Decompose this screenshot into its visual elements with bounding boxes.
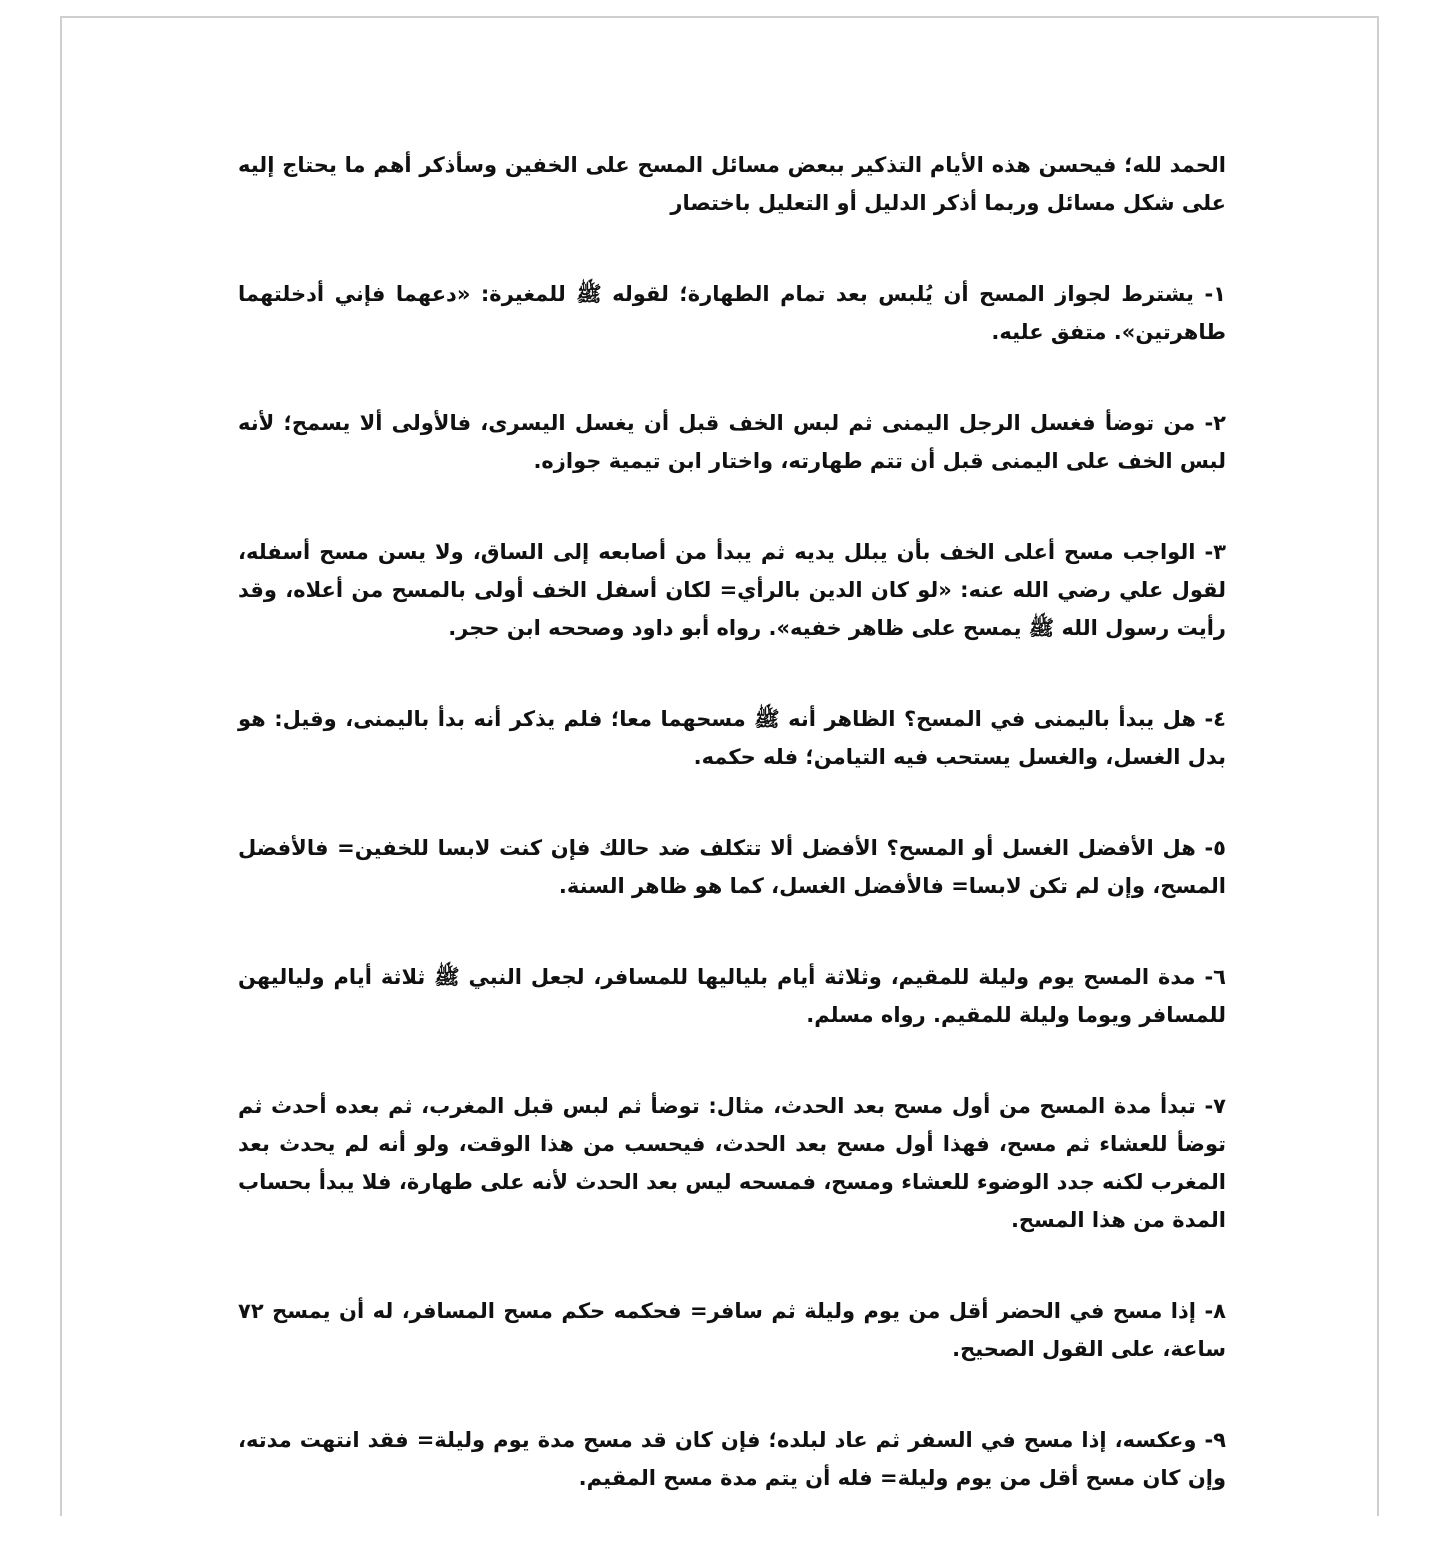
paragraph-4: ٤- هل يبدأ باليمنى في المسح؟ الظاهر أنه ﷺ مسحهما معا؛ فلم يذكر أنه بدأ باليمنى، وقيل: هو بدل الغسل، والغسل يستحب فيه التيامن؛ فله حكمه.: [238, 707, 1226, 769]
document-body: [238, 146, 1226, 1550]
paragraph-6: ٦- مدة المسح يوم وليلة للمقيم، وثلاثة أيام بلياليها للمسافر، لجعل النبي ﷺ ثلاثة أيام ولياليهن للمسافر ويوما وليلة للمقيم. رواه مسلم.: [238, 965, 1226, 1027]
paragraph-5: ٥- هل الأفضل الغسل أو المسح؟ الأفضل ألا تتكلف ضد حالك فإن كنت لابسا للخفين= فالأفضل المسح، وإن لم تكن لابسا= فالأفضل الغسل، كما هو ظاهر السنة.: [238, 836, 1226, 898]
intro-paragraph: الحمد لله؛ فيحسن هذه الأيام التذكير ببعض مسائل المسح على الخفين وسأذكر أهم ما يحتاج إليه على شكل مسائل وربما أذكر الدليل أو التعليل باختصار: [238, 153, 1226, 215]
paragraph-1: ١- يشترط لجواز المسح أن يُلبس بعد تمام الطهارة؛ لقوله ﷺ للمغيرة: «دعهما فإني أدخلتهما طاهرتين». متفق عليه.: [238, 282, 1226, 344]
paragraph-2: ٢- من توضأ فغسل الرجل اليمنى ثم لبس الخف قبل أن يغسل اليسرى، فالأولى ألا يسمح؛ لأنه لبس الخف على اليمنى قبل أن تتم طهارته، واختار ابن تيمية جوازه.: [238, 411, 1226, 473]
document-page: [60, 16, 1379, 1516]
paragraph-3: ٣- الواجب مسح أعلى الخف بأن يبلل يديه ثم يبدأ من أصابعه إلى الساق، ولا يسن مسح أسفله، لقول علي رضي الله عنه: «لو كان الدين بالرأي= لكان أسفل الخف أولى بالمسح من أعلاه، وقد رأيت رسول الله ﷺ يمسح على ظاهر خفيه». رواه أبو داود وصححه ابن حجر.: [238, 540, 1226, 640]
paragraph-8: ٨- إذا مسح في الحضر أقل من يوم وليلة ثم سافر= فحكمه حكم مسح المسافر، له أن يمسح ٧٢ ساعة، على القول الصحيح.: [238, 1299, 1226, 1361]
paragraph-9: ٩- وعكسه، إذا مسح في السفر ثم عاد لبلده؛ فإن كان قد مسح مدة يوم وليلة= فقد انتهت مدته، وإن كان مسح أقل من يوم وليلة= فله أن يتم مدة مسح المقيم.: [238, 1428, 1226, 1490]
paragraph-7: ٧- تبدأ مدة المسح من أول مسح بعد الحدث، مثال: توضأ ثم لبس قبل المغرب، ثم بعده أحدث ثم توضأ للعشاء ثم مسح، فهذا أول مسح بعد الحدث، فيحسب من هذا الوقت، ولو أنه لم يحدث بعد المغرب لكنه جدد الوضوء للعشاء ومسح، فمسحه ليس بعد الحدث لأنه على طهارة، فلا يبدأ بحساب المدة من هذا المسح.: [238, 1094, 1226, 1232]
